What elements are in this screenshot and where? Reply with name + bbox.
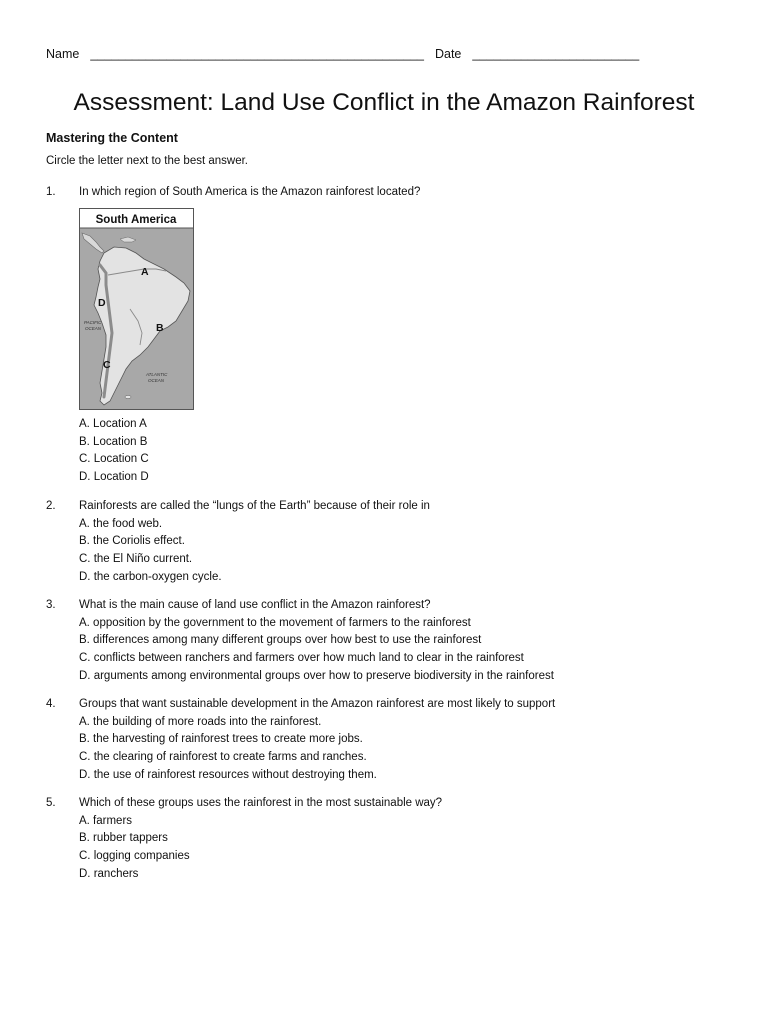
answer-option[interactable]: C. logging companies [79,850,190,863]
question-number: 1. [46,186,56,198]
question-text: What is the main cause of land use conflict in the Amazon rainforest? [79,599,431,611]
answer-option[interactable]: C. Location C [79,453,149,466]
answer-option[interactable]: A. the food web. [79,517,163,530]
answer-option[interactable]: C. conflicts between ranchers and farmers over how much land to clear in the rainforest [79,652,524,665]
map-label-c: C [103,359,111,371]
answer-option[interactable]: B. rubber tappers [79,832,168,845]
answer-option[interactable]: A. farmers [79,814,133,827]
page-title: Assessment: Land Use Conflict in the Amazon Rainforest [73,89,695,116]
map-label-b: B [156,322,164,334]
answer-option[interactable]: B. the harvesting of rainforest trees to create more jobs. [79,733,363,746]
atlantic-ocean-label-line1: ATLANTIC [146,372,168,377]
pacific-ocean-label-line2: OCEAN [85,326,102,331]
answer-option[interactable]: B. Location B [79,435,148,448]
answer-option[interactable]: B. differences among many different groups over how best to use the rainforest [79,634,482,647]
question-number: 5. [46,797,56,809]
answer-option[interactable]: C. the El Niño current. [79,553,193,566]
name-date-line [46,47,639,61]
falkland-islands [125,395,131,398]
answer-option[interactable]: A. Location A [79,418,147,430]
question-number: 3. [46,599,56,611]
question-number: 4. [46,698,56,710]
answer-option[interactable]: D. ranchers [79,867,139,880]
map-title: South America [95,214,177,226]
south-america-map [79,208,194,410]
question-text: Rainforests are called the “lungs of the Earth” because of their role in [79,500,430,512]
question-text: Groups that want sustainable development in the Amazon rainforest are most likely to support [79,698,556,710]
map-label-a: A [141,266,149,278]
question-text: Which of these groups uses the rainforest in the most sustainable way? [79,797,443,809]
date-label: Date [434,47,462,61]
answer-option[interactable]: B. the Coriolis effect. [79,535,185,548]
atlantic-ocean-label-line2: OCEAN [148,378,165,383]
section-heading: Mastering the Content [46,131,178,145]
answer-option[interactable]: D. the carbon-oxygen cycle. [79,570,222,583]
answer-option[interactable]: D. Location D [79,471,149,484]
instructions: Circle the letter next to the best answer. [46,155,248,167]
answer-option[interactable]: A. opposition by the government to the movement of farmers to the rainforest [79,616,471,629]
name-label: Name [46,47,80,61]
map-graphic [80,209,193,409]
date-blank: ________________________ [472,47,640,61]
question-text: In which region of South America is the Amazon rainforest located? [79,186,421,198]
answer-option[interactable]: D. the use of rainforest resources without destroying them. [79,768,377,781]
question-number: 2. [46,500,56,512]
pacific-ocean-label-line1: PACIFIC [84,320,102,325]
answer-option[interactable]: A. the building of more roads into the rainforest. [79,715,322,728]
answer-option[interactable]: D. arguments among environmental groups over how to preserve biodiversity in the rainforest [79,669,554,682]
map-label-d: D [98,297,106,309]
name-blank: ________________________________________________ [90,47,425,61]
answer-option[interactable]: C. the clearing of rainforest to create farms and ranches. [79,751,367,764]
